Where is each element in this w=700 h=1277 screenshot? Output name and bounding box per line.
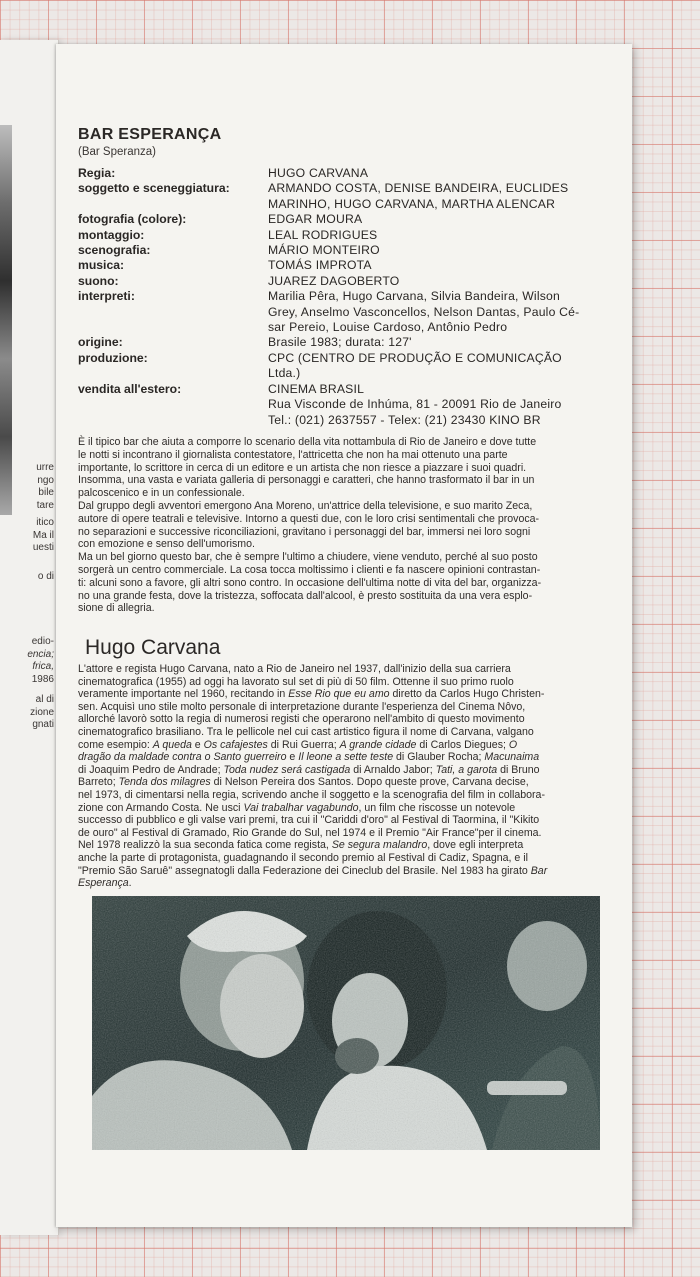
credit-label: suono: — [78, 273, 119, 288]
film-title-italic: Se segura malandro — [331, 839, 428, 852]
left-page-text-fragment: edio- encia; frica, 1986 — [27, 636, 54, 685]
credit-label: vendita all'estero: — [78, 381, 182, 396]
credit-row — [78, 166, 598, 181]
left-page-edge — [0, 40, 59, 1235]
credit-label: interpreti: — [78, 289, 135, 304]
film-title-italic: O — [508, 738, 518, 751]
biography-line: "Premio São Saruê" assegnatogli dalla Federazione dei Cineclub del Brasile. Nel 1983 ha girato Bar — [78, 864, 548, 877]
film-title-italic: Tati, a garota — [435, 763, 498, 776]
credit-value-line: MÁRIO MONTEIRO — [268, 243, 380, 258]
biography-line: successo di pubblico e gli valse vari premi, tra cui il "Cariddi d'oro" al Festival di Taormina, il "Kikito — [78, 814, 540, 827]
biography-line: allorché lavorò sotto la regia di numerosi registi che operarono nell'ambito di questo movimento — [78, 713, 525, 726]
credit-value-line: MARINHO, HUGO CARVANA, MARTHA ALENCAR — [268, 196, 556, 211]
credits-list — [78, 166, 598, 428]
biography-line: dragão da maldade contra o Santo guerreiro e Il leone a sette teste di Glauber Rocha; Macunaima — [78, 751, 540, 764]
biography-line: de ouro" al Festival di Gramado, Rio Grande do Sul, nel 1974 e il Premio "Air France"per il cinema. — [78, 826, 542, 839]
film-title-italic: Esperança — [78, 877, 129, 890]
credit-row — [78, 335, 598, 350]
biography-line: cinematografico brasiliano. Tra le pellicole nel cui cast artistico figura il nome di Carvana, valgano — [78, 725, 534, 738]
credit-value — [268, 289, 594, 335]
credit-value-line: TOMÁS IMPROTA — [268, 258, 372, 273]
credit-row — [78, 181, 598, 212]
biography-line: Barreto; Tenda dos milagres di Nelson Pereira dos Santos. Dopo queste prove, Carvana decise, — [78, 776, 529, 789]
film-title-italic: A queda — [152, 738, 192, 751]
film-title-italic: Toda nudez será castigada — [223, 763, 351, 776]
credit-label: Regia: — [78, 166, 116, 180]
film-still-photo — [92, 896, 600, 1150]
synopsis-line: le notti si incontrano il giornalista contestatore, l'attricetta che non ha mai ottenuto una parte — [78, 448, 508, 461]
credit-value — [268, 274, 594, 289]
credit-value-line: Rua Visconde de Inhúma, 81 - 20091 Rio de Janeiro — [268, 397, 562, 412]
synopsis-line: autore di opere teatrali e televisive. Intorno a questi due, con le loro crisi sentimentali che provoca- — [78, 512, 540, 525]
credit-value-line: EDGAR MOURA — [268, 212, 363, 227]
synopsis-line: importante, lo scrittore in cerca di un editore e un artista che non riesce a piazzare i suoi quadri. — [78, 461, 527, 474]
biography-line: sen. Acquisì uno stile molto personale di interpretazione durante l'esperienza del Cinema Nôvo, — [78, 700, 526, 713]
credit-label: origine: — [78, 335, 123, 350]
left-page-text-fragment: itico Ma il uesti — [32, 517, 54, 554]
film-title: BAR ESPERANÇA — [78, 126, 222, 143]
credit-row — [78, 212, 598, 227]
credit-value — [268, 166, 594, 181]
credit-value — [268, 258, 594, 273]
film-title-italic: Bar — [530, 864, 548, 877]
credit-label: soggetto e sceneggiatura: — [78, 181, 230, 196]
credit-value-line: Tel.: (021) 2637557 - Telex: (21) 23430 KINO BR — [268, 412, 541, 427]
synopsis-line: Dal gruppo degli avventori emergono Ana Moreno, un'attrice della televisione, e suo marito Zeca, — [78, 499, 533, 512]
synopsis-line: Insomma, una vasta e variata galleria di personaggi e caratteri, che hanno trasformato il bar in un — [78, 474, 535, 487]
biography-text — [78, 663, 598, 890]
synopsis-line: no una grande festa, dove la tristezza, soffocata dall'alcool, è presto sostituita da una vera esplo- — [78, 589, 533, 602]
left-page-text-fragment: urre ngo bile tare — [36, 462, 54, 511]
biography-line: cinematografica (1955) ad oggi ha lavorato sul set di più di 50 film. Ottenne il suo primo ruolo — [78, 675, 514, 688]
synopsis-line: ti: alcuni sono a favore, gli altri sono contro. In occasione dell'ultima notte di vita del bar, organizza- — [78, 576, 542, 589]
film-title-italic: Il leone a sette teste — [298, 751, 394, 764]
credit-value-line: CINEMA BRASIL — [268, 381, 365, 396]
synopsis-text — [78, 436, 596, 615]
credit-row — [78, 351, 598, 382]
credit-value-line: HUGO CARVANA — [268, 166, 369, 180]
credit-value — [268, 382, 594, 428]
biography-line: Nel 1978 realizzò la sua seconda fatica come regista, Se segura malandro, dove egli interpreta — [78, 839, 524, 852]
film-subtitle: (Bar Speranza) — [78, 146, 156, 158]
biography-line: zione con Armando Costa. Ne usci Vai trabalhar vagabundo, un film che riscosse un notevole — [78, 801, 516, 814]
credit-value-line: LEAL RODRIGUES — [268, 227, 378, 242]
credit-value-line: CPC (CENTRO DE PRODUÇÃO E COMUNICAÇÃO — [268, 350, 562, 365]
synopsis-line: Ma un bel giorno questo bar, che è sempre l'ultimo a chiudere, viene venduto, perché al suo posto — [78, 551, 538, 564]
biography-line: nel 1973, di cimentarsi nella regia, scrivendo anche il soggetto e la scenografia del film in collabora- — [78, 788, 545, 801]
credit-value — [268, 335, 594, 350]
credit-row — [78, 274, 598, 289]
film-title-italic: Tenda dos milagres — [118, 776, 211, 789]
credit-label: fotografia (colore): — [78, 212, 187, 227]
credit-value — [268, 228, 594, 243]
synopsis-line: È il tipico bar che aiuta a comporre lo scenario della vita nottambula di Rio de Janeiro e dove tutte — [78, 436, 537, 448]
left-page-text-fragment: o di — [37, 571, 54, 582]
credit-row — [78, 258, 598, 273]
credit-value-line: Grey, Anselmo Vasconcellos, Nelson Dantas, Paulo Cé- — [268, 304, 580, 319]
film-title-italic: Esse Rio que eu amo — [288, 688, 390, 701]
biography-line: di Joaquim Pedro de Andrade; Toda nudez será castigada di Arnaldo Jabor; Tati, a garota di Bruno — [78, 763, 540, 776]
credit-row — [78, 382, 598, 428]
credit-value-line: ARMANDO COSTA, DENISE BANDEIRA, EUCLIDES — [268, 181, 569, 196]
film-title-italic: dragão da maldade contra o Santo guerreiro — [78, 751, 287, 764]
credit-value — [268, 181, 594, 212]
synopsis-line: no separazioni e successive riconciliazioni, gravitano i personaggi del bar, immersi nei loro sogni — [78, 525, 531, 538]
credit-value-line: Ltda.) — [268, 366, 301, 381]
credit-value-line: sar Pereio, Louise Cardoso, Antônio Pedro — [268, 320, 508, 335]
synopsis-line: sione di allegria. — [78, 602, 155, 615]
credit-row — [78, 289, 598, 335]
credit-value-line: Brasile 1983; durata: 127' — [268, 335, 412, 350]
credit-label: montaggio: — [78, 227, 145, 242]
booklet-page — [56, 44, 632, 1227]
film-title-italic: Os cafajestes — [203, 738, 268, 751]
credit-value — [268, 351, 594, 382]
film-title-italic: Macunaima — [484, 751, 540, 764]
biography-line: veramente importante nel 1960, recitando in Esse Rio que eu amo diretto da Carlos Hugo Christen- — [78, 688, 545, 701]
synopsis-line: con emozione e senso dell'umorismo. — [78, 538, 255, 551]
credit-label: scenografia: — [78, 243, 151, 258]
credit-label: produzione: — [78, 350, 148, 365]
left-page-text-fragment: al di zione gnati — [30, 694, 54, 731]
biography-line: Esperança. — [78, 877, 132, 890]
credit-value — [268, 212, 594, 227]
credit-row — [78, 243, 598, 258]
synopsis-line: palcoscenico e in un confessionale. — [78, 487, 245, 500]
biography-line: L'attore e regista Hugo Carvana, nato a Rio de Janeiro nel 1937, dall'inizio della sua carriera — [78, 663, 511, 675]
left-page-photo-strip — [0, 125, 12, 515]
credit-row — [78, 228, 598, 243]
film-title-italic: Vai trabalhar vagabundo — [243, 801, 359, 814]
synopsis-line: sorgerà un centro commerciale. La cosa tocca moltissimo i clienti e fa nascere opinioni contrastan- — [78, 563, 541, 576]
credit-value — [268, 243, 594, 258]
biography-line: anche la parte di protagonista, guadagnando il secondo premio al Festival di Cadiz, Spagna, e il — [78, 851, 528, 864]
biography-line: come esempio: A queda e Os cafajestes di Rui Guerra; A grande cidade di Carlos Diegues; O — [78, 738, 518, 751]
film-title-italic: A grande cidade — [339, 738, 417, 751]
credit-value-line: Marilia Pêra, Hugo Carvana, Silvia Bandeira, Wilson — [268, 289, 560, 304]
bio-heading: Hugo Carvana — [85, 636, 221, 659]
credit-value-line: JUAREZ DAGOBERTO — [268, 273, 400, 288]
credit-label: musica: — [78, 258, 125, 273]
